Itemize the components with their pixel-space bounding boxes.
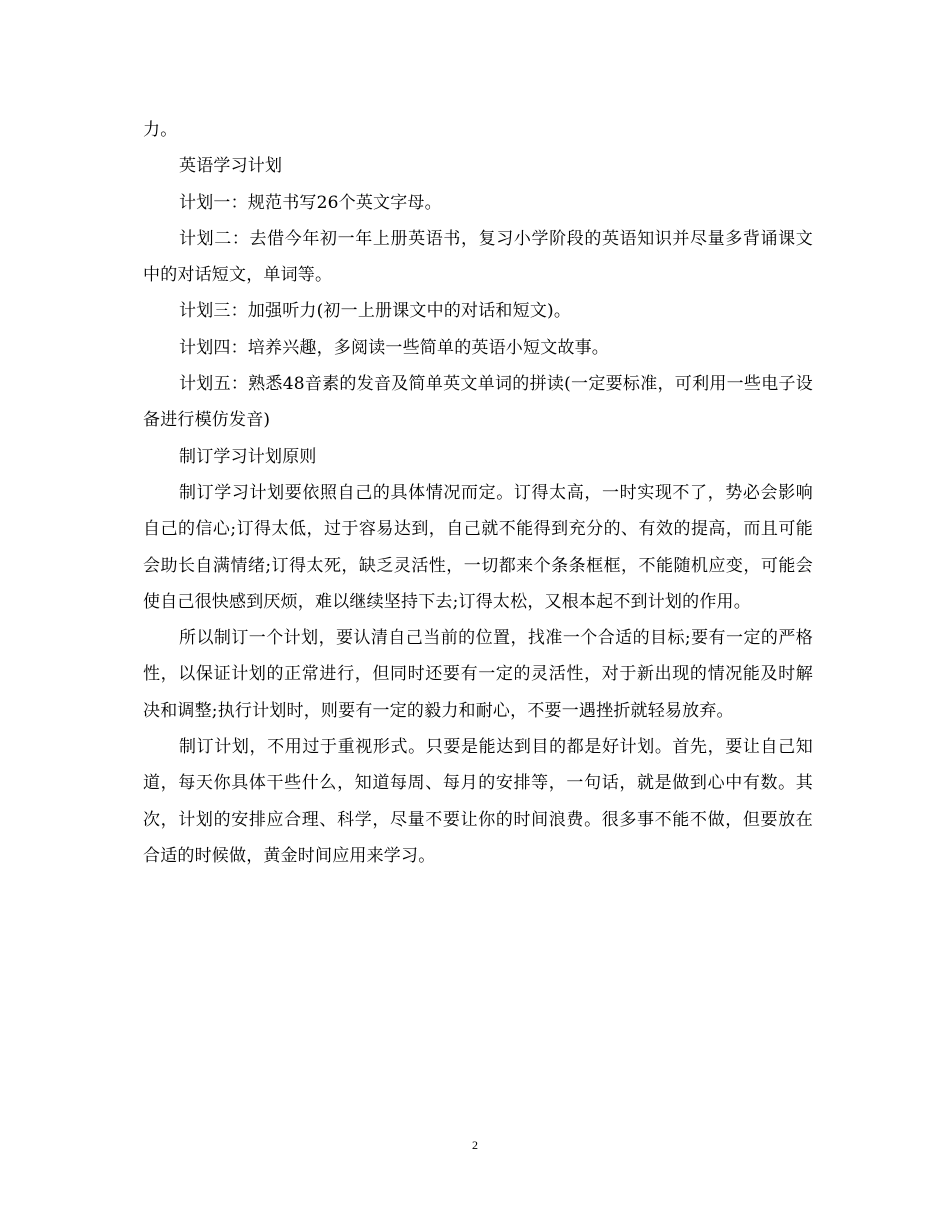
page-number: 2 — [472, 1138, 478, 1152]
paragraph-continuation: 力。 — [143, 120, 178, 140]
section-heading-english-plan: 英语学习计划 — [179, 156, 283, 177]
section-heading-principles: 制订学习计划原则 — [179, 446, 317, 467]
body-paragraph: 所以制订一个计划，要认清自己当前的位置，找准一个合适的目标;要有一定的严格性，以保证计划的正常进行，但同时还要有一定的灵活性，对于新出现的情况能及时解决和调整;执行计划时，则要有一定的毅力和耐心，不要一遇挫折就轻易放弃。 — [143, 628, 813, 721]
plan-item-2: 计划二：去借今年初一年上册英语书，复习小学阶段的英语知识并尽量多背诵课文中的对话短文，单词等。 — [143, 228, 813, 286]
body-paragraph: 制订学习计划要依照自己的具体情况而定。订得太高，一时实现不了，势必会影响自己的信心;订得太低，过于容易达到，自己就不能得到充分的、有效的提高，而且可能会助长自满情绪;订得太死，缺乏灵活性，一切都来个条条框框，不能随机应变，可能会使自己很快感到厌烦，难以继续坚持下去;订得太松，又根本起不到计划的作用。 — [143, 482, 813, 612]
plan-item-4: 计划四：培养兴趣，多阅读一些简单的英语小短文故事。 — [179, 337, 609, 358]
plan-item-1: 计划一：规范书写26个英文字母。 — [179, 192, 442, 213]
body-paragraph: 制订计划，不用过于重视形式。只要是能达到目的都是好计划。首先，要让自己知道，每天你具体干些什么，知道每周、每月的安排等，一句话，就是做到心中有数。其次，计划的安排应合理、科学，尽量不要让你的时间浪费。很多事不能不做，但要放在合适的时候做，黄金时间应用来学习。 — [143, 737, 813, 866]
document-body — [143, 112, 813, 874]
plan-item-3: 计划三：加强听力(初一上册课文中的对话和短文)。 — [179, 301, 572, 322]
plan-item-5: 计划五：熟悉48音素的发音及简单英文单词的拼读(一定要标准，可利用一些电子设备进行模仿发音) — [143, 374, 813, 431]
